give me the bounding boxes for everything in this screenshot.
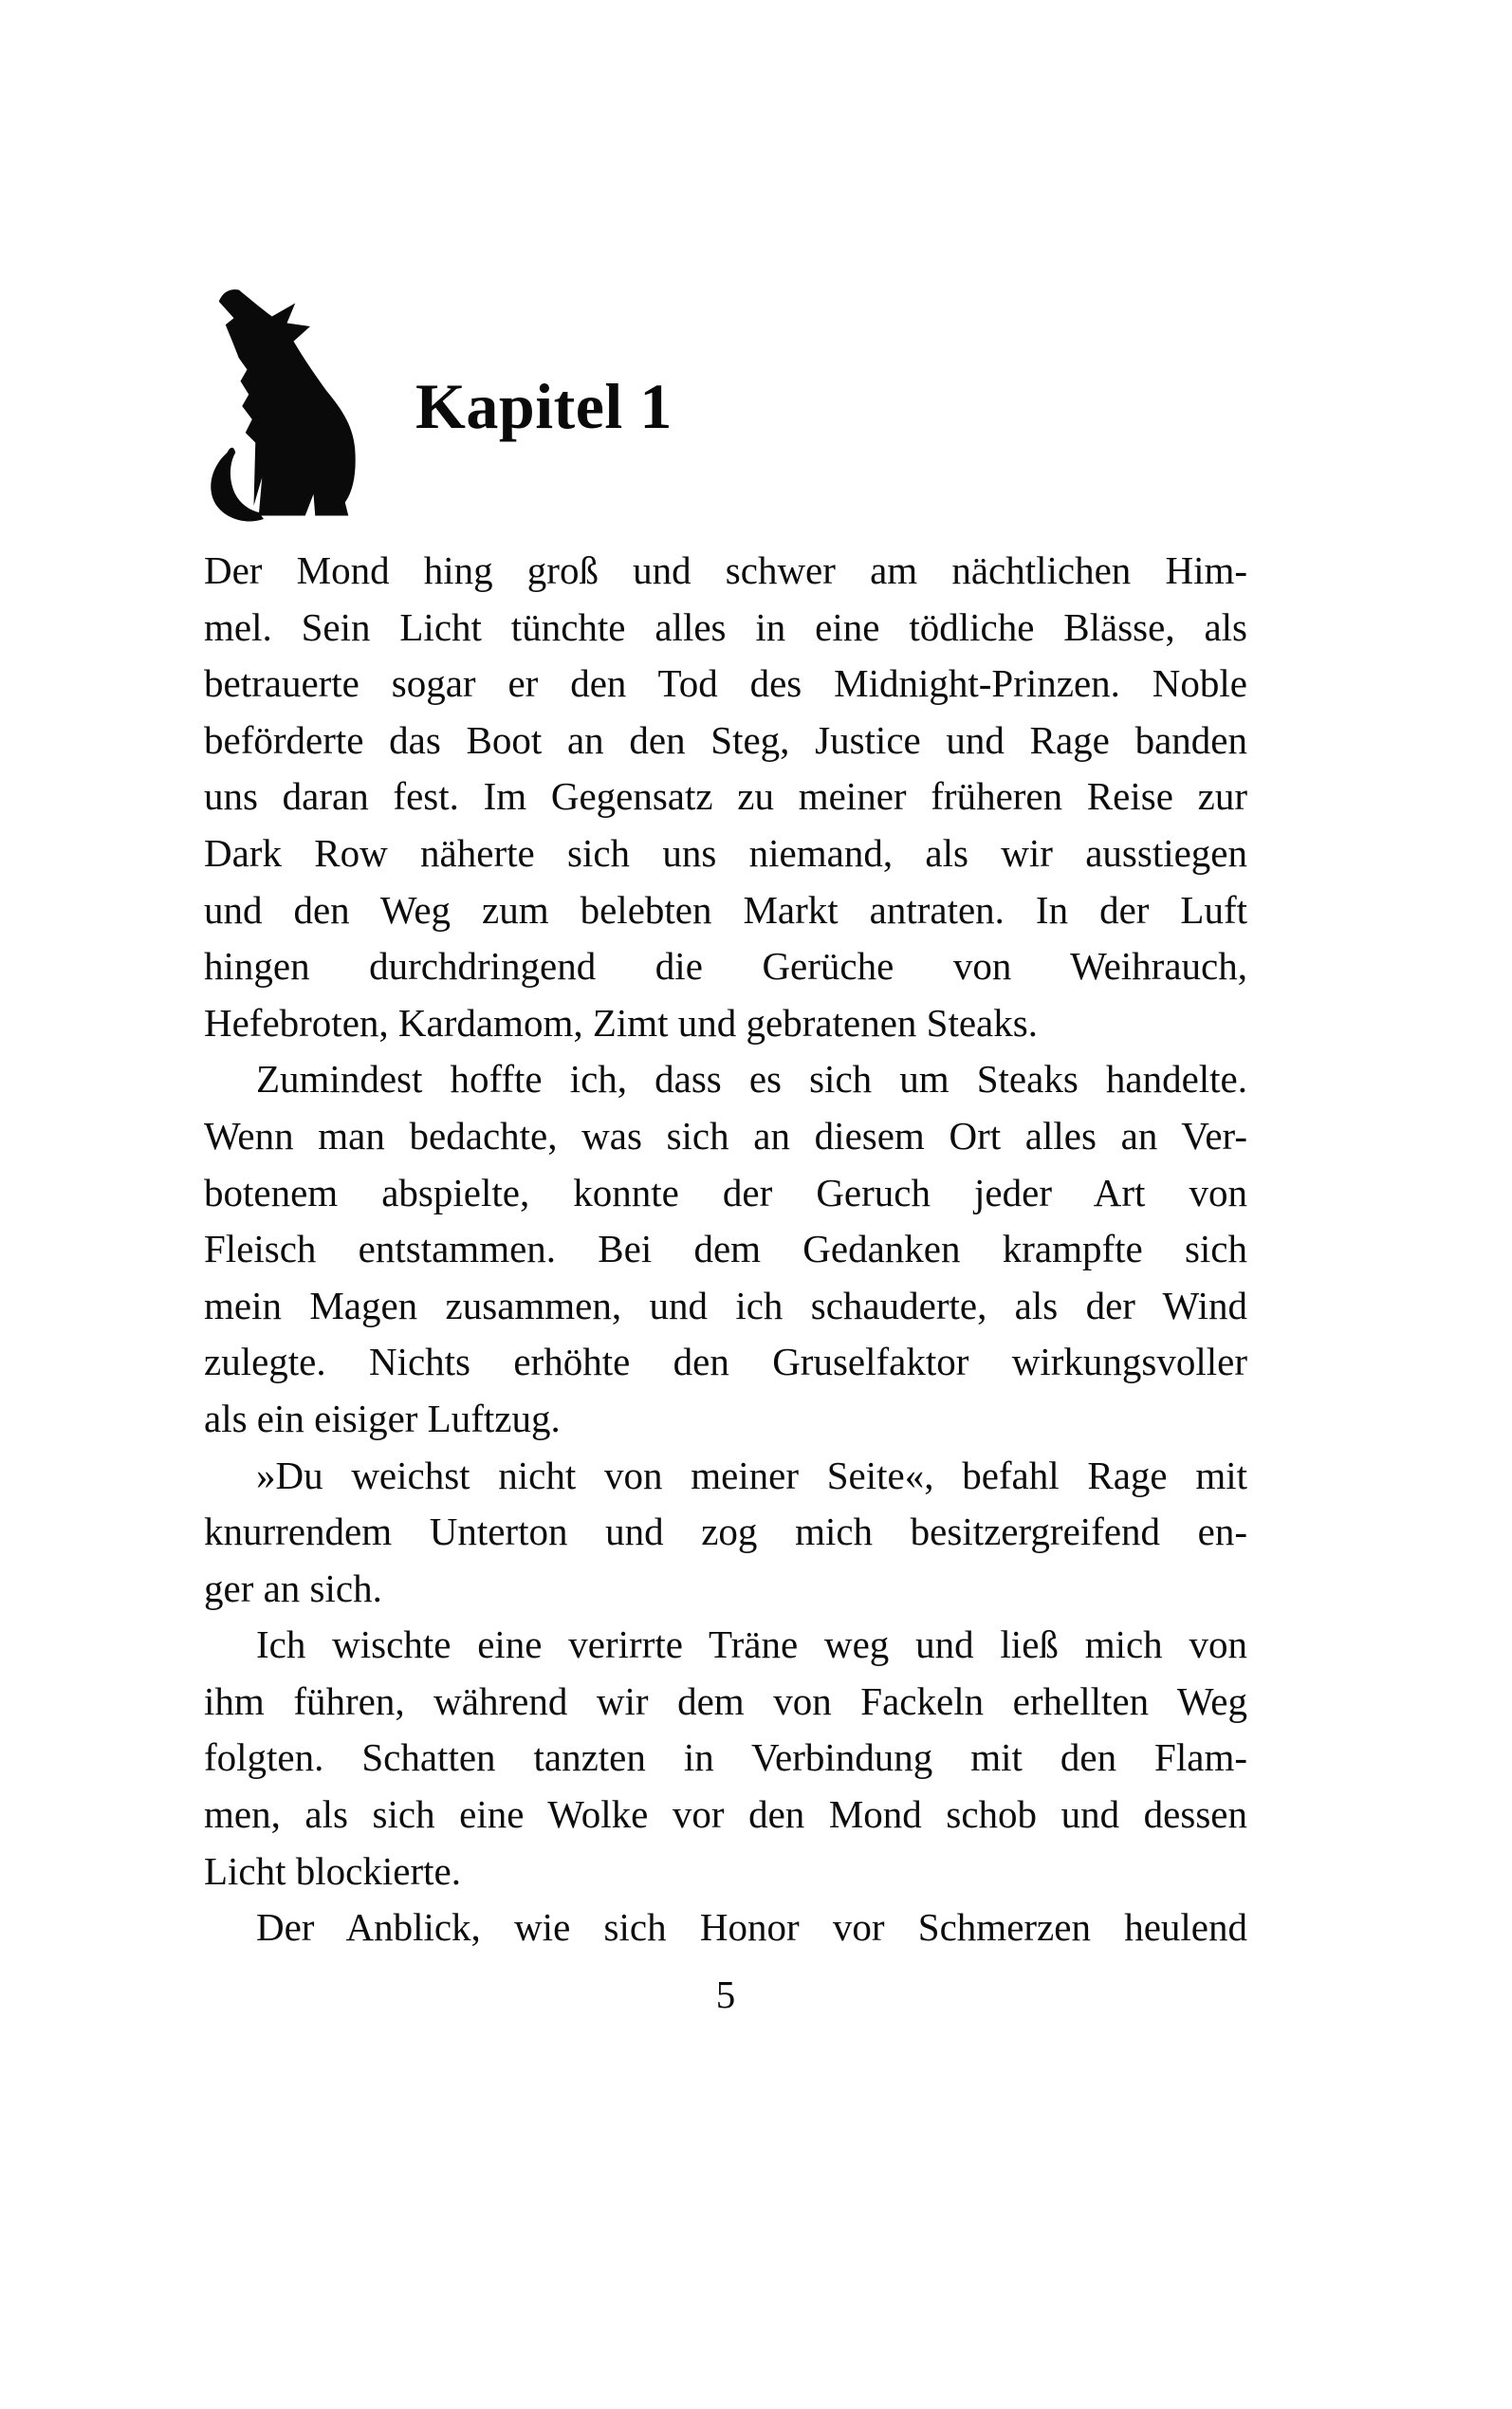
text-line: mel. Sein Licht tünchte alles in eine tödliche Blässe, als [204, 604, 1247, 649]
paragraph [204, 1899, 1247, 1956]
text-line: knurrendem Unterton und zog mich besitzergreifend en- [204, 1510, 1247, 1554]
text-line: hingen durchdringend die Gerüche von Weihrauch, [204, 944, 1247, 989]
paragraph [204, 1051, 1247, 1447]
chapter-title: Kapitel 1 [415, 369, 673, 442]
text-line: Zumindest hoffte ich, dass es sich um Steaks handelte. [256, 1057, 1247, 1102]
text-line: botenem abspielte, konnte der Geruch jeder Art von [204, 1170, 1247, 1214]
text-line: betrauerte sogar er den Tod des Midnight-Prinzen. Noble [204, 661, 1247, 706]
text-line: Fleisch entstammen. Bei dem Gedanken krampfte sich [204, 1227, 1247, 1271]
text-line: als ein eisiger Luftzug. [204, 1396, 561, 1440]
text-line: Hefebroten, Kardamom, Zimt und gebratenen Steaks. [204, 1000, 1038, 1045]
text-line: Der Mond hing groß und schwer am nächtlichen Him- [204, 548, 1247, 592]
text-line: Der Anblick, wie sich Honor vor Schmerzen heulend [256, 1905, 1247, 1950]
paragraph [204, 1448, 1247, 1618]
text-line: ihm führen, während wir dem von Fackeln erhellten Weg [204, 1678, 1247, 1723]
chapter-header [204, 278, 673, 534]
text-line: folgten. Schatten tanzten in Verbindung mit den Flam- [204, 1735, 1247, 1780]
paragraph [204, 1617, 1247, 1899]
howling-wolf-icon [204, 278, 370, 534]
text-line: ger an sich. [204, 1566, 382, 1610]
paragraph [204, 543, 1247, 1051]
text-line: »Du weichst nicht von meiner Seite«, befahl Rage mit [256, 1453, 1247, 1497]
text-line: Dark Row näherte sich uns niemand, als wir ausstiegen [204, 830, 1247, 875]
text-line: men, als sich eine Wolke vor den Mond schob und dessen [204, 1792, 1247, 1837]
text-line: und den Weg zum belebten Markt antraten. In der Luft [204, 887, 1247, 932]
text-line: zulegte. Nichts erhöhte den Gruselfaktor wirkungsvoller [204, 1340, 1247, 1384]
text-line: Ich wischte eine verirrte Träne weg und ließ mich von [256, 1622, 1247, 1667]
text-line: Wenn man bedachte, was sich an diesem Ort alles an Ver- [204, 1113, 1247, 1158]
page-number: 5 [715, 1973, 736, 2016]
body-text [204, 543, 1247, 1956]
text-line: mein Magen zusammen, und ich schauderte, als der Wind [204, 1283, 1247, 1327]
text-line: uns daran fest. Im Gegensatz zu meiner früheren Reise zur [204, 774, 1247, 819]
text-line: Licht blockierte. [204, 1848, 461, 1893]
text-line: beförderte das Boot an den Steg, Justice und Rage banden [204, 717, 1247, 762]
